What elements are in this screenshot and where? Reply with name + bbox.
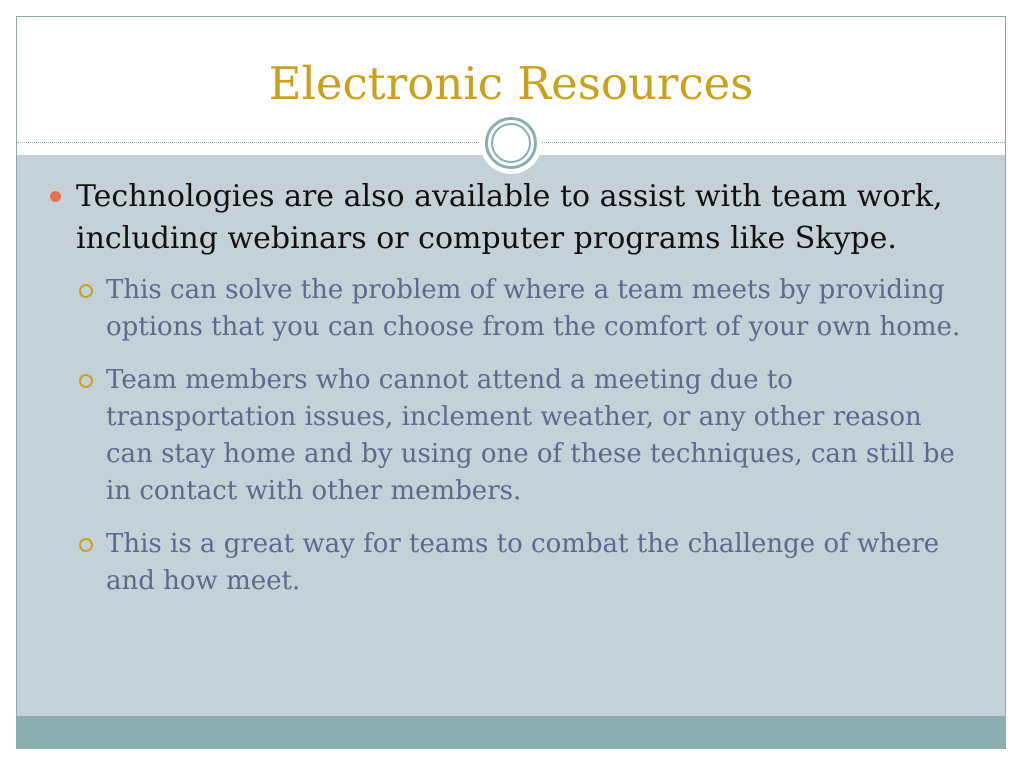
hollow-circle-bullet-icon	[79, 374, 93, 388]
double-ring-inner-icon	[491, 123, 531, 163]
sub-bullet-list	[45, 272, 975, 600]
bullet-level2	[45, 526, 975, 600]
hollow-circle-bullet-icon	[79, 284, 93, 298]
bullet-level2-text: Team members who cannot attend a meeting due to transportation issues, inclement weather, or any other reason can stay home and by using one of these techniques, can still be in contact with other members.	[106, 365, 955, 506]
hollow-circle-bullet-icon	[79, 538, 93, 552]
footer-bar	[17, 716, 1005, 749]
filled-circle-bullet-icon	[50, 191, 61, 202]
bullet-level1-text: Technologies are also available to assist with team work, including webinars or computer programs like Skype.	[76, 179, 943, 256]
bullet-level2-text: This can solve the problem of where a team meets by providing options that you can choose from the comfort of your own home.	[106, 275, 961, 342]
bullet-level1	[45, 176, 975, 260]
bullet-level2	[45, 272, 975, 346]
bullet-level2-text: This is a great way for teams to combat the challenge of where and how meet.	[106, 529, 940, 596]
slide-body	[45, 176, 975, 616]
slide-title: Electronic Resources	[268, 57, 754, 110]
bullet-level2	[45, 362, 975, 510]
